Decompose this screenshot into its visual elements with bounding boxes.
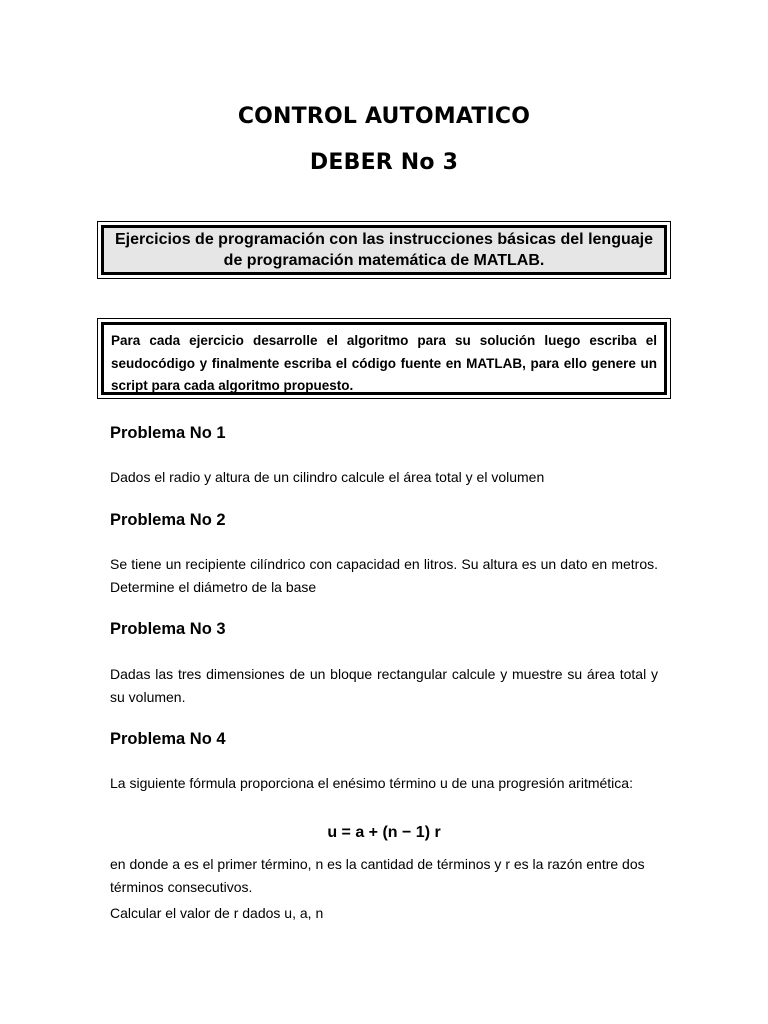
- problem-4-text-3: Calcular el valor de r dados u, a, n: [110, 905, 324, 921]
- problem-1-text: Dados el radio y altura de un cilindro calcule el área total y el volumen: [110, 469, 545, 485]
- document-title: CONTROL AUTOMATICO: [237, 104, 531, 129]
- problem-3-text: Dadas las tres dimensiones de un bloque rectangular calcule y muestre su área total y su volumen.: [110, 666, 658, 705]
- problem-4-formula: u = a + (n − 1) r: [327, 824, 441, 841]
- intro-box-text: Ejercicios de programación con las instrucciones básicas del lenguaje de programación matemática de MATLAB.: [115, 231, 653, 269]
- problem-2-heading: Problema No 2: [110, 511, 226, 529]
- problem-4-text: La siguiente fórmula proporciona el enésimo término u de una progresión aritmética:: [110, 775, 633, 791]
- intro-box-inner: [101, 225, 667, 275]
- document-subtitle: DEBER No 3: [309, 150, 459, 175]
- instructions-box-text: Para cada ejercicio desarrolle el algoritmo para su solución luego escriba el seudocódigo y finalmente escriba el código fuente en MATLAB, para ello genere un script para cada algoritmo propuesto.: [111, 333, 657, 393]
- problem-1-heading: Problema No 1: [110, 424, 226, 442]
- problem-3-heading: Problema No 3: [110, 620, 226, 638]
- problem-4-text-2: en donde a es el primer término, n es la cantidad de términos y r es la razón entre dos términos consecutivos.: [110, 856, 645, 895]
- problem-2-text: Se tiene un recipiente cilíndrico con capacidad en litros. Su altura es un dato en metros. Determine el diámetro de la base: [110, 556, 658, 595]
- intro-box: [97, 221, 671, 279]
- instructions-box: [97, 318, 671, 399]
- instructions-box-inner: [101, 322, 667, 395]
- problem-4-heading: Problema No 4: [110, 730, 226, 748]
